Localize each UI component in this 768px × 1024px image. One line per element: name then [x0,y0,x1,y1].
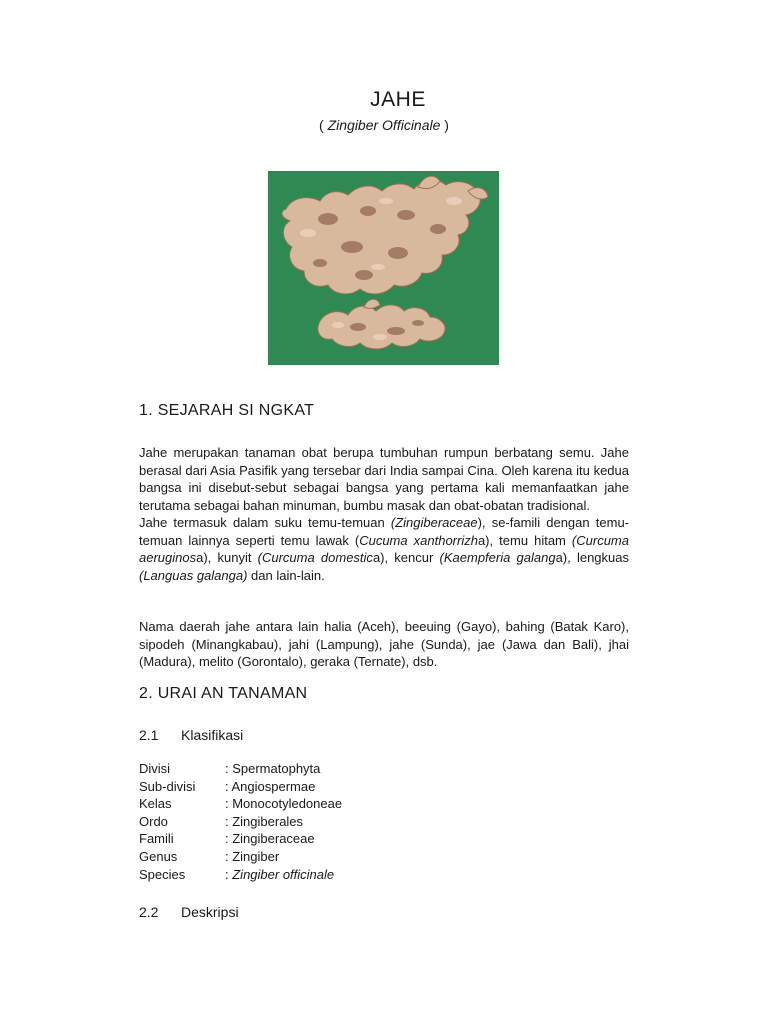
classification-row: Genus : Zingiber [139,848,280,864]
subsection-heading-klasifikasi: 2.1 Klasifikasi [139,727,244,743]
ginger-photo [268,171,499,365]
section-heading-sejarah: 1. SEJARAH SI NGKAT [139,402,315,419]
classification-row-species: Species : Zingiber officinale [139,866,335,882]
paragraph-sejarah [139,444,629,584]
paragraph-nama-daerah-text: Nama daerah jahe antara lain halia (Aceh), beeuing (Gayo), bahing (Batak Karo), sipodeh (Minangkabau), jahi (Lampung), jahe (Sunda), jae (Jawa dan Bali), jhai (Madura), melito (Gorontalo), geraka (Ternate), dsb. [139,619,629,669]
subtitle-open: ( [319,117,328,133]
classification-row: Kelas : Monocotyledoneae [139,796,343,812]
paragraph-sejarah-2: Jahe termasuk dalam suku temu-temuan (Zingiberaceae), se-famili dengan temu-temuan lainnya seperti temu lawak (Cucuma xanthorrizha), temu hitam (Curcuma aeruginosa), kunyit (Curcuma domestica), kencur (Kaempferia galanga), lengkuas (Languas galanga) dan lain-lain. [139,515,629,583]
section-heading-uraian: 2. URAI AN TANAMAN [139,685,308,702]
paragraph-nama-daerah [139,618,629,671]
classification-list [139,760,342,883]
subsection-heading-deskripsi: 2.2 Deskripsi [139,904,239,920]
page-subtitle [0,117,768,133]
paragraph-sejarah-1: Jahe merupakan tanaman obat berupa tumbuhan rumpun berbatang semu. Jahe berasal dari Asia Pasifik yang tersebar dari India sampai Cina. Oleh karena itu kedua bangsa ini disebut-sebut sebagai bangsa yang pertama kali memanfaatkan jahe terutama sebagai bahan minuman, bumbu masak dan obat-obatan tradisional. [139,445,629,513]
subtitle-latin-name: Zingiber Officinale [327,117,441,133]
classification-row: Sub-divisi : Angiospermae [139,778,316,794]
classification-row: Divisi : Spermatophyta [139,761,321,776]
classification-row: Ordo : Zingiberales [139,813,304,829]
classification-row: Famili : Zingiberaceae [139,831,315,847]
page-title: JAHE [370,88,426,111]
subtitle-close: ) [440,117,449,133]
